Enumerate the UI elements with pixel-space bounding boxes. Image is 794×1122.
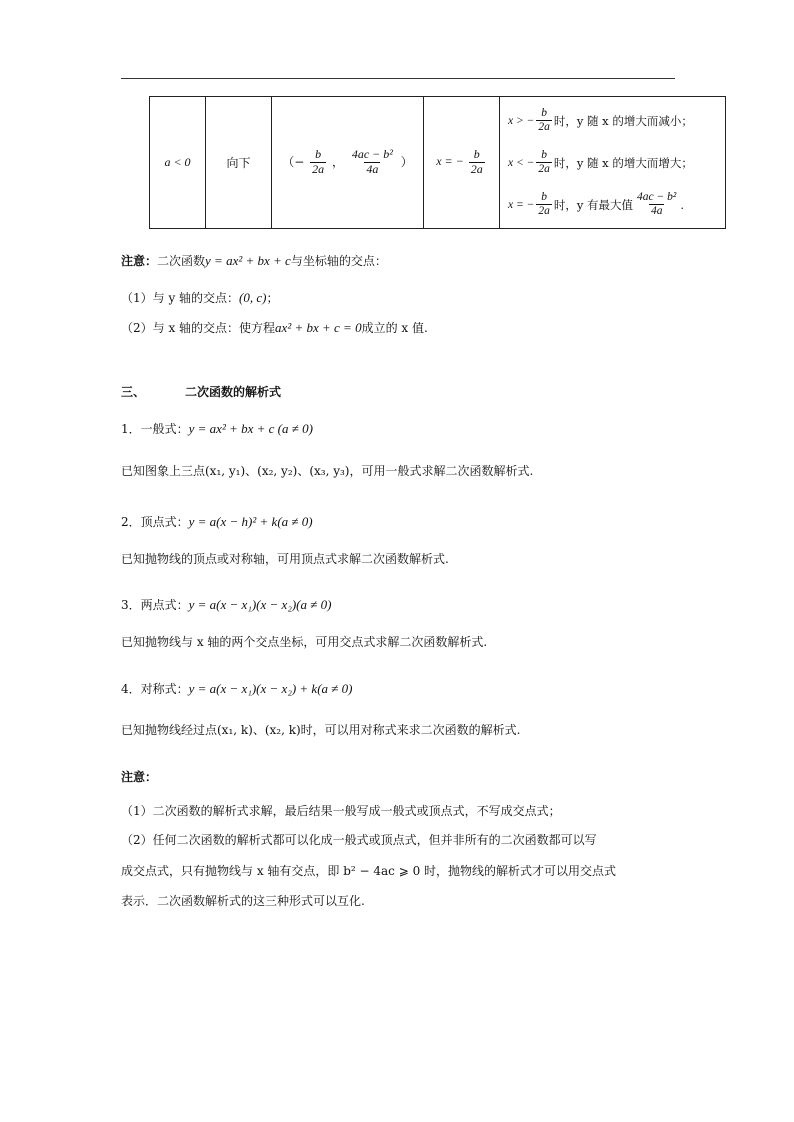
vertex-comma: ， — [332, 155, 345, 169]
property-text: 时，y 有最大值 — [553, 197, 634, 212]
fraction-b-2a — [536, 149, 552, 176]
fraction-denominator: 2a — [470, 162, 483, 176]
header-rule — [121, 78, 675, 79]
property-lhs: x > − — [508, 114, 535, 127]
vertex-coordinates — [282, 147, 413, 176]
axis-lhs: x = − — [436, 154, 464, 169]
table-row — [150, 97, 726, 229]
form-formula: y = ax² + bx + c (a ≠ 0) — [188, 421, 313, 436]
fraction-denominator: 2a — [312, 162, 325, 176]
form-formula: y = a(x − h)² + k(a ≠ 0) — [188, 514, 313, 529]
fraction-denominator: 4a — [366, 162, 379, 176]
section-heading — [121, 383, 281, 400]
fraction-numerator: b — [315, 147, 322, 162]
property-line-decreasing — [508, 100, 725, 142]
note-text: （2）与 x 轴的交点：使方程 — [121, 321, 276, 335]
formula-y-intercept: (0, c) — [239, 290, 267, 305]
form-2-label — [121, 513, 313, 530]
axis-cell — [424, 97, 500, 229]
note2-line1: （1）二次函数的解析式求解，最后结果一般写成一般式或顶点式，不写成交点式； — [121, 804, 561, 818]
note-text: 与坐标轴的交点： — [290, 254, 387, 268]
a-condition: a < 0 — [164, 155, 191, 169]
vertex-open: （− — [282, 155, 305, 169]
fraction-numerator: b — [473, 147, 480, 162]
property-lhs: x = − — [508, 198, 535, 211]
direction-cell — [206, 97, 272, 229]
section-title: 二次函数的解析式 — [185, 385, 282, 399]
fraction-numerator: b — [541, 190, 547, 203]
form-4-label — [121, 680, 353, 697]
fraction-vertex-y — [350, 148, 395, 177]
form-4-desc: 已知抛物线经过点(x₁, k)、(x₂, k)时，可以用对称式来求二次函数的解析式. — [121, 723, 521, 737]
note2-line3: 成交点式，只有抛物线与 x 轴有交点，即 b² − 4ac ⩾ 0 时，抛物线的解析式才可以用交点式 — [121, 864, 617, 878]
note-text: 二次函数 — [157, 254, 206, 268]
property-end: . — [680, 197, 684, 212]
vertex-close: ） — [400, 155, 413, 169]
property-line-maximum — [508, 184, 725, 226]
fraction-numerator: 4ac − b² — [351, 147, 393, 162]
form-1-desc: 已知图象上三点(x₁, y₁)、(x₂, y₂)、(x₃, y₃)，可用一般式求解二次函数解析式. — [121, 464, 534, 478]
axis-of-symmetry — [436, 147, 487, 176]
form-1-label — [121, 420, 313, 437]
form-label: 2．顶点式： — [121, 515, 189, 529]
fraction-denominator: 2a — [538, 121, 550, 133]
note-text: ； — [266, 291, 279, 305]
fraction-denominator: 2a — [538, 163, 550, 175]
fraction-max-value — [635, 191, 678, 218]
fraction-denominator: 4a — [650, 205, 663, 217]
formula-equation: ax² + bx + c = 0 — [275, 320, 362, 335]
parabola-properties-table — [149, 96, 726, 229]
form-3-label — [121, 596, 331, 613]
note2-title: 注意： — [121, 770, 158, 784]
form-label: 4．对称式： — [121, 682, 189, 696]
fraction-denominator: 2a — [538, 205, 550, 217]
note1-item1 — [121, 289, 279, 306]
note-text: （1）与 y 轴的交点： — [121, 291, 240, 305]
property-text: 时，y 随 x 的增大而增大； — [553, 155, 693, 170]
form-3-desc: 已知抛物线与 x 轴的两个交点坐标，可用交点式求解二次函数解析式. — [121, 635, 488, 649]
note2-line4: 表示．二次函数解析式的这三种形式可以互化. — [121, 894, 365, 908]
note-text: 成立的 x 值. — [361, 321, 428, 335]
fraction-b-2a — [536, 191, 552, 218]
formula-general: y = ax² + bx + c — [205, 253, 291, 268]
monotonicity-cell — [500, 97, 726, 229]
section-number: 三、 — [121, 385, 146, 399]
fraction-numerator: b — [541, 148, 547, 161]
note1-item2 — [121, 319, 428, 336]
form-label: 1．一般式： — [121, 422, 189, 436]
form-formula: y = a(x − x₁)(x − x₂) + k(a ≠ 0) — [188, 681, 353, 696]
note-title: 注意： — [121, 254, 158, 268]
note1-intro — [121, 252, 387, 269]
property-text: 时，y 随 x 的增大而减小； — [553, 113, 693, 128]
form-2-desc: 已知抛物线的顶点或对称轴，可用顶点式求解二次函数解析式. — [121, 552, 449, 566]
fraction-numerator: b — [541, 106, 547, 119]
property-line-increasing — [508, 142, 725, 184]
vertex-cell — [272, 97, 424, 229]
fraction-numerator: 4ac − b² — [637, 190, 677, 203]
form-label: 3．两点式： — [121, 598, 189, 612]
property-lhs: x < − — [508, 156, 535, 169]
opening-direction: 向下 — [226, 156, 251, 170]
fraction-b-2a — [469, 148, 485, 177]
note2-line2: （2）任何二次函数的解析式都可以化成一般式或顶点式，但并非所有的二次函数都可以写 — [121, 833, 597, 847]
form-formula: y = a(x − x₁)(x − x₂)(a ≠ 0) — [188, 597, 332, 612]
fraction-b-2a — [310, 148, 326, 177]
fraction-b-2a — [536, 107, 552, 134]
a-condition-cell — [150, 97, 206, 229]
